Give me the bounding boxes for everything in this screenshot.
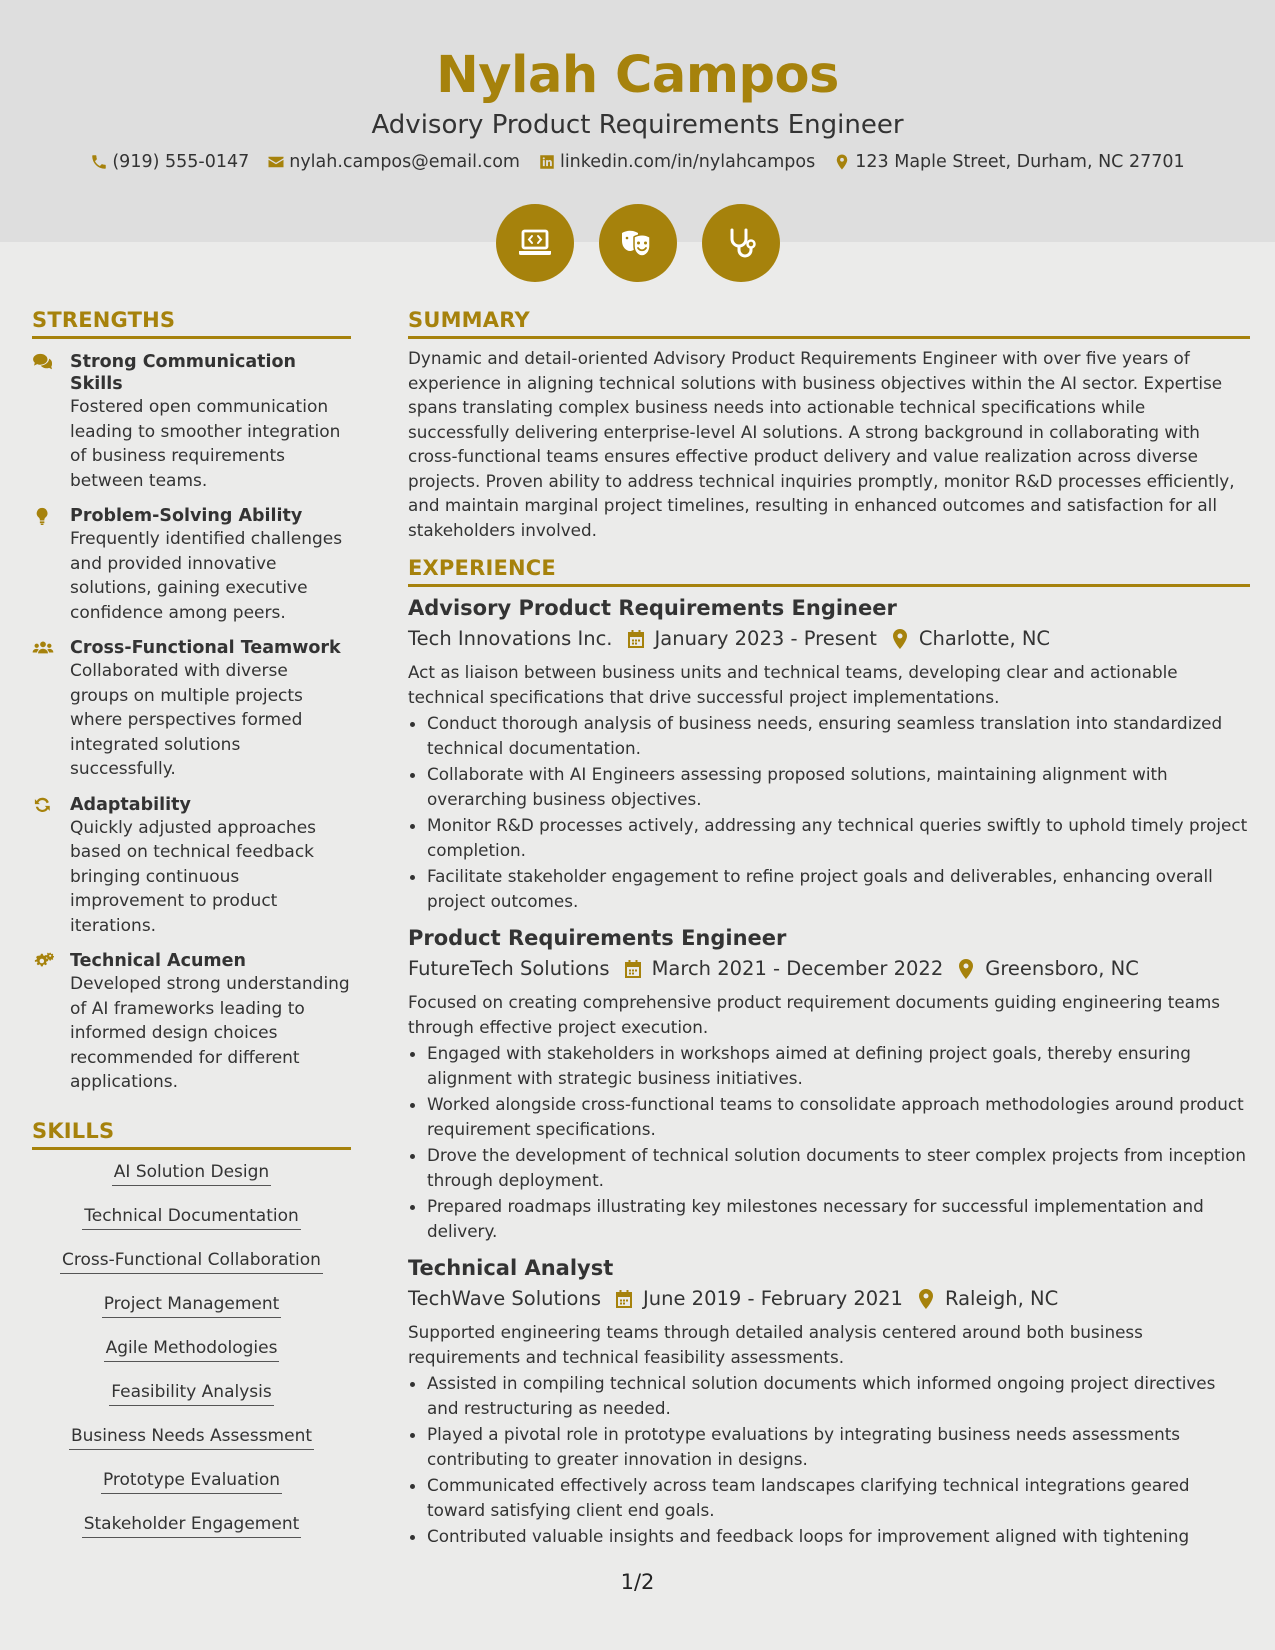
map-marker-icon: [957, 959, 975, 979]
calendar-icon: [624, 959, 642, 979]
strength-desc: Fostered open communication leading to smoother integration of business requirements between teams.: [70, 397, 341, 491]
job-dates: January 2023 - Present: [654, 627, 877, 650]
job-bullet: • Engaged with stakeholders in workshops aimed at defining project goals, thereby ensuring alignment with strategic business initiatives.: [427, 1041, 1250, 1090]
skills-heading: SKILLS: [32, 1119, 351, 1150]
job-bullet: • Collaborate with AI Engineers assessing proposed solutions, maintaining alignment with overarching business objectives.: [427, 762, 1250, 811]
job-description: Focused on creating comprehensive product requirement documents guiding engineering teams through effective project execution.: [408, 992, 1221, 1037]
linkedin-icon: [538, 153, 556, 171]
contact-phone: [90, 152, 249, 172]
phone-icon: [90, 153, 108, 171]
strength-item: [32, 794, 351, 939]
skill-tag: Technical Documentation: [82, 1204, 301, 1230]
strength-name: Technical Acumen: [70, 951, 246, 971]
cogs-icon: [32, 952, 54, 970]
candidate-name: Nylah Campos: [436, 46, 839, 105]
skill-tag: Stakeholder Engagement: [82, 1512, 302, 1538]
contact-address-text: 123 Maple Street, Durham, NC 27701: [855, 152, 1185, 172]
skill-tag: Agile Methodologies: [104, 1336, 280, 1362]
map-marker-icon: [891, 629, 909, 649]
job-meta: [408, 626, 1250, 652]
job-role: Product Requirements Engineer: [408, 926, 787, 950]
job-bullet: • Assisted in compiling technical solution documents which informed ongoing project directives and restructuring as needed.: [427, 1371, 1250, 1420]
laptop-code-badge: [496, 204, 574, 282]
job-bullets: [427, 711, 1250, 913]
job-bullet: • Communicated effectively across team landscapes clarifying technical integrations geared toward satisfying client end goals.: [427, 1473, 1250, 1522]
job-company: Tech Innovations Inc.: [408, 627, 613, 650]
job-meta: [408, 956, 1250, 982]
skills-list: [32, 1160, 351, 1556]
calendar-icon: [627, 629, 645, 649]
job-entry: [408, 925, 1250, 1243]
strength-name: Adaptability: [70, 794, 191, 815]
job-dates: March 2021 - December 2022: [651, 957, 944, 980]
comments-icon: [32, 353, 54, 371]
job-bullet: • Drove the development of technical solution documents to steer complex projects from inception through deployment.: [427, 1143, 1250, 1192]
stethoscope-icon: [721, 223, 761, 263]
job-description: Act as liaison between business units and technical teams, developing clear and actionable technical specifications that drive successful project implementations.: [408, 662, 1178, 707]
summary-text: Dynamic and detail-oriented Advisory Product Requirements Engineer with over five years of experience in aligning technical solutions with business objectives within the AI sector. Expertise spans translating complex business needs into actionable technical specifications while successfully delivering enterprise-level AI solutions. A strong background in collaborating with cross-functional teams ensures effective product delivery and value realization across diverse projects. Proven ability to address technical inquiries promptly, monitor R&D processes efficiently, and maintain marginal project timelines, resulting in enhanced outcomes and satisfaction for all stakeholders involved.: [408, 348, 1235, 540]
skill-tag: Feasibility Analysis: [109, 1380, 273, 1406]
strength-name: Strong Communication Skills: [70, 352, 296, 394]
contact-bar: [0, 152, 1275, 172]
job-bullet: • Monitor R&D processes actively, addressing any technical queries swiftly to uphold timely project completion.: [427, 813, 1250, 862]
page-indicator: 1/2: [620, 1570, 655, 1594]
job-role: Advisory Product Requirements Engineer: [408, 596, 897, 620]
theater-masks-badge: [599, 204, 677, 282]
job-location: Raleigh, NC: [944, 1287, 1059, 1310]
strength-item: [32, 351, 351, 493]
strengths-heading: STRENGTHS: [32, 308, 351, 339]
job-entry: [408, 1255, 1250, 1549]
job-bullets: [427, 1041, 1250, 1243]
skill-tag: AI Solution Design: [112, 1160, 271, 1186]
job-dates: June 2019 - February 2021: [643, 1287, 903, 1310]
calendar-icon: [615, 1289, 633, 1309]
experience-heading: EXPERIENCE: [408, 556, 1250, 587]
strength-desc: Collaborated with diverse groups on multiple projects where perspectives formed integrated solutions successfully.: [70, 661, 303, 779]
job-company: TechWave Solutions: [408, 1287, 601, 1310]
interest-badges: [0, 204, 1275, 282]
skill-tag: Business Needs Assessment: [69, 1424, 314, 1450]
strength-item: [32, 637, 351, 782]
lightbulb-icon: [32, 507, 54, 525]
users-icon: [32, 639, 54, 657]
map-marker-icon: [833, 153, 851, 171]
job-role: Technical Analyst: [408, 1256, 614, 1280]
job-bullet: • Conduct thorough analysis of business needs, ensuring seamless translation into standardized technical documentation.: [427, 711, 1250, 760]
right-column: [408, 308, 1250, 1551]
strength-name: Cross-Functional Teamwork: [70, 638, 341, 658]
strength-name: Problem-Solving Ability: [70, 506, 303, 526]
job-meta: [408, 1286, 1250, 1312]
job-location: Charlotte, NC: [918, 627, 1051, 650]
skill-tag: Project Management: [102, 1292, 282, 1318]
skill-tag: Cross-Functional Collaboration: [60, 1248, 323, 1274]
stethoscope-badge: [702, 204, 780, 282]
theater-masks-icon: [618, 223, 658, 263]
strength-item: [32, 950, 351, 1095]
strength-desc: Quickly adjusted approaches based on technical feedback bringing continuous improvement to product iterations.: [70, 817, 317, 936]
job-entry: [408, 595, 1250, 913]
left-column: [32, 308, 351, 1556]
laptop-code-icon: [515, 223, 555, 263]
candidate-title: Advisory Product Requirements Engineer: [371, 110, 904, 140]
job-location: Greensboro, NC: [985, 957, 1139, 980]
sync-icon: [32, 796, 54, 814]
job-company: FutureTech Solutions: [408, 957, 610, 980]
strength-desc: Developed strong understanding of AI frameworks leading to informed design choices recommended for different applications.: [70, 974, 350, 1092]
job-bullet: • Played a pivotal role in prototype evaluations by integrating business needs assessments contributing to greater innovation in designs.: [427, 1422, 1250, 1471]
map-marker-icon: [917, 1289, 935, 1309]
envelope-icon: [267, 153, 285, 171]
job-bullet: • Worked alongside cross-functional teams to consolidate approach methodologies around product requirement specifications.: [427, 1092, 1250, 1141]
skill-tag: Prototype Evaluation: [101, 1468, 282, 1494]
job-bullet: • Facilitate stakeholder engagement to refine project goals and deliverables, enhancing overall project outcomes.: [427, 864, 1250, 913]
job-bullets: [427, 1371, 1250, 1549]
contact-phone-text: (919) 555-0147: [112, 152, 250, 172]
strength-desc: Frequently identified challenges and provided innovative solutions, gaining executive confidence among peers.: [70, 529, 343, 623]
contact-linkedin-text[interactable]: linkedin.com/in/nylahcampos: [559, 152, 816, 172]
job-description: Supported engineering teams through detailed analysis centered around both business requirements and technical feasibility assessments.: [408, 1322, 1143, 1367]
contact-email[interactable]: [267, 152, 520, 172]
contact-email-text[interactable]: nylah.campos@email.com: [289, 152, 520, 172]
strength-item: [32, 505, 351, 625]
job-bullet: • Contributed valuable insights and feedback loops for improvement aligned with tightening: [427, 1524, 1250, 1549]
summary-heading: SUMMARY: [408, 308, 1250, 339]
contact-address: [833, 152, 1184, 172]
contact-linkedin[interactable]: [538, 152, 815, 172]
job-bullet: • Prepared roadmaps illustrating key milestones necessary for successful implementation and delivery.: [427, 1194, 1250, 1243]
